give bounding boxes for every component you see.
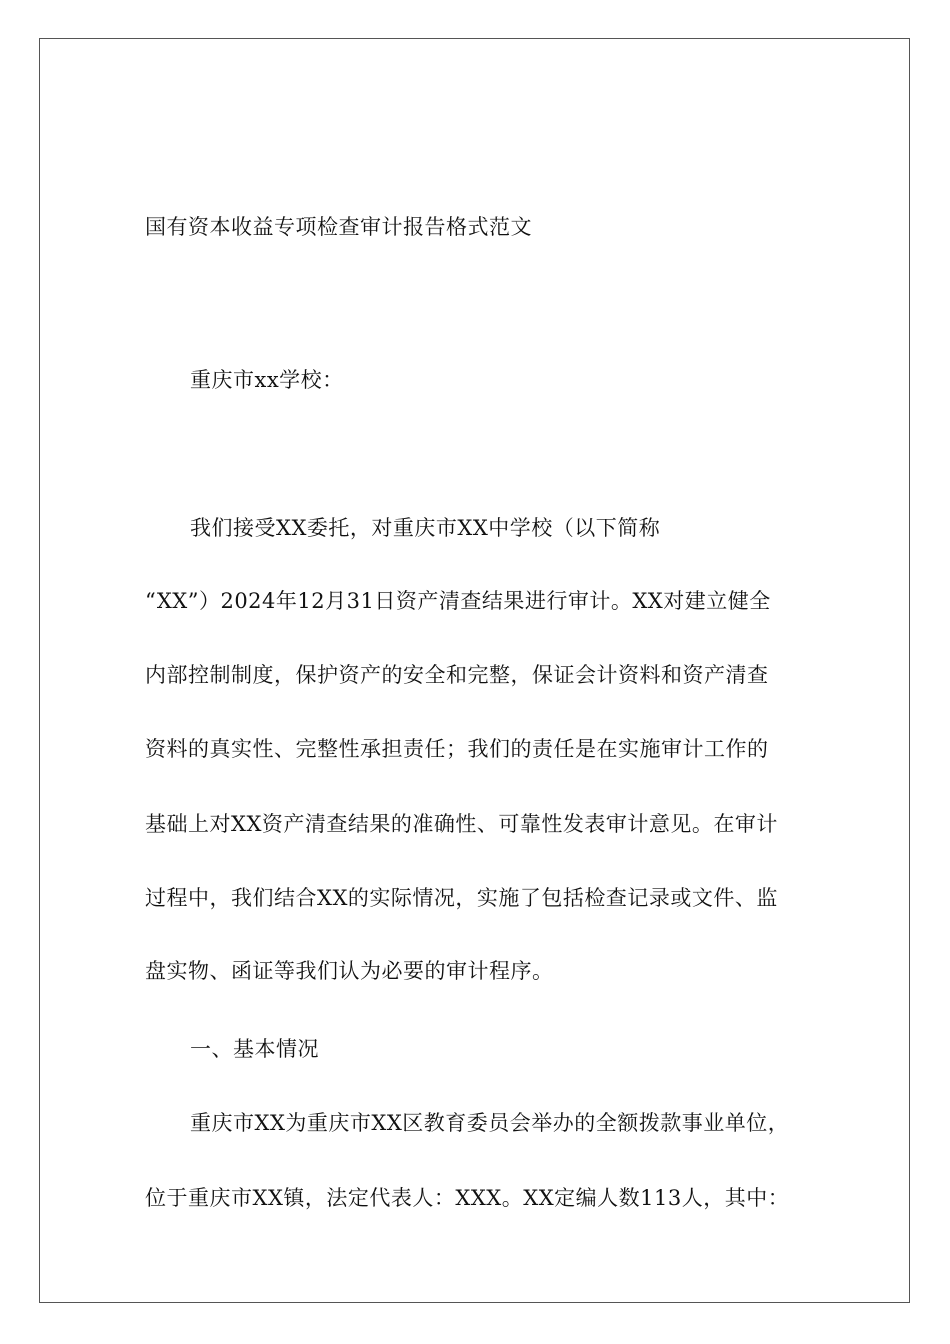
- document-title: 国有资本收益专项检查审计报告格式范文: [145, 215, 532, 239]
- salutation: 重庆市xx学校：: [190, 368, 344, 392]
- paragraph-line: 我们接受XX委托，对重庆市XX中学校（以下简称: [190, 516, 661, 540]
- paragraph-line: 过程中，我们结合XX的实际情况，实施了包括检查记录或文件、监: [145, 886, 778, 910]
- paragraph-line: 资料的真实性、完整性承担责任；我们的责任是在实施审计工作的: [145, 737, 769, 761]
- paragraph-line: 盘实物、函证等我们认为必要的审计程序。: [145, 959, 554, 983]
- paragraph-line: 位于重庆市XX镇，法定代表人：XXX。XX定编人数113人，其中：: [145, 1186, 790, 1210]
- paragraph-line: 内部控制制度，保护资产的安全和完整，保证会计资料和资产清查: [145, 663, 769, 687]
- paragraph-line: “XX”）2024年12月31日资产清查结果进行审计。XX对建立健全: [145, 589, 771, 613]
- paragraph-line: 重庆市XX为重庆市XX区教育委员会举办的全额拨款事业单位，: [190, 1111, 790, 1135]
- section-heading: 一、基本情况: [190, 1037, 319, 1061]
- paragraph-line: 基础上对XX资产清查结果的准确性、可靠性发表审计意见。在审计: [145, 812, 778, 836]
